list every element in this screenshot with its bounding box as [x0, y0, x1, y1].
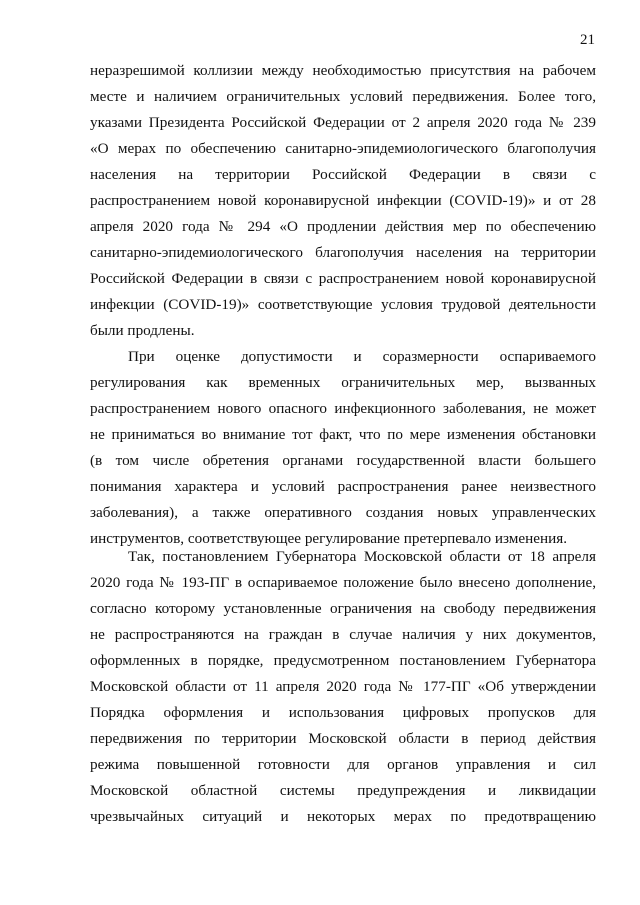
text-line: Так, постановлением Губернатора Московской области от 18 апреля	[128, 548, 596, 565]
text-line: неразрешимой коллизии между необходимостью присутствия на рабочем	[90, 62, 596, 79]
text-line: указами Президента Российской Федерации от 2 апреля 2020 года № 239	[90, 114, 596, 131]
text-line: При оценке допустимости и соразмерности оспариваемого	[128, 348, 596, 365]
text-line: не приниматься во внимание тот факт, что по мере изменения обстановки	[90, 426, 596, 443]
text-line: Российской Федерации в связи с распространением новой коронавирусной	[90, 270, 596, 287]
text-line: распространением нового опасного инфекционного заболевания, не может	[90, 400, 596, 417]
text-line: Московской областной системы предупреждения и ликвидации	[90, 782, 596, 799]
page-number: 21	[580, 32, 595, 48]
text-line: инфекции (COVID-19)» соответствующие условия трудовой деятельности	[90, 296, 596, 313]
text-line: передвижения по территории Московской области в период действия	[90, 730, 596, 747]
text-line: чрезвычайных ситуаций и некоторых мерах по предотвращению	[90, 808, 596, 825]
text-line: апреля 2020 года № 294 «О продлении действия мер по обеспечению	[90, 218, 596, 235]
paragraph-1	[90, 58, 596, 344]
text-line: инструментов, соответствующее регулирование претерпевало изменения.	[90, 530, 568, 547]
text-line: месте и наличием ограничительных условий передвижения. Более того,	[90, 88, 596, 105]
text-line: распространением новой коронавирусной инфекции (COVID-19)» и от 28	[90, 192, 596, 209]
text-line: Московской области от 11 апреля 2020 года № 177-ПГ «Об утверждении	[90, 678, 596, 695]
text-line: санитарно-эпидемиологического благополучия населения на территории	[90, 244, 596, 261]
text-line: понимания характера и условий распространения ранее неизвестного	[90, 478, 596, 495]
text-line: заболевания), а также оперативного создания новых управленческих	[90, 504, 596, 521]
text-line: оформленных в порядке, предусмотренном постановлением Губернатора	[90, 652, 596, 669]
paragraph-3	[90, 544, 596, 830]
text-line: регулирования как временных ограничительных мер, вызванных	[90, 374, 596, 391]
paragraph-2	[90, 344, 596, 552]
text-line: были продлены.	[90, 322, 195, 339]
text-line: Порядка оформления и использования цифровых пропусков для	[90, 704, 596, 721]
text-line: согласно которому установленные ограничения на свободу передвижения	[90, 600, 596, 617]
text-line: населения на территории Российской Федерации в связи с	[90, 166, 596, 183]
text-line: 2020 года № 193-ПГ в оспариваемое положение было внесено дополнение,	[90, 574, 596, 591]
text-line: не распространяются на граждан в случае наличия у них документов,	[90, 626, 596, 643]
text-line: «О мерах по обеспечению санитарно-эпидемиологического благополучия	[90, 140, 596, 157]
text-line: режима повышенной готовности для органов управления и сил	[90, 756, 596, 773]
text-line: (в том числе обретения органами государственной власти большего	[90, 452, 596, 469]
